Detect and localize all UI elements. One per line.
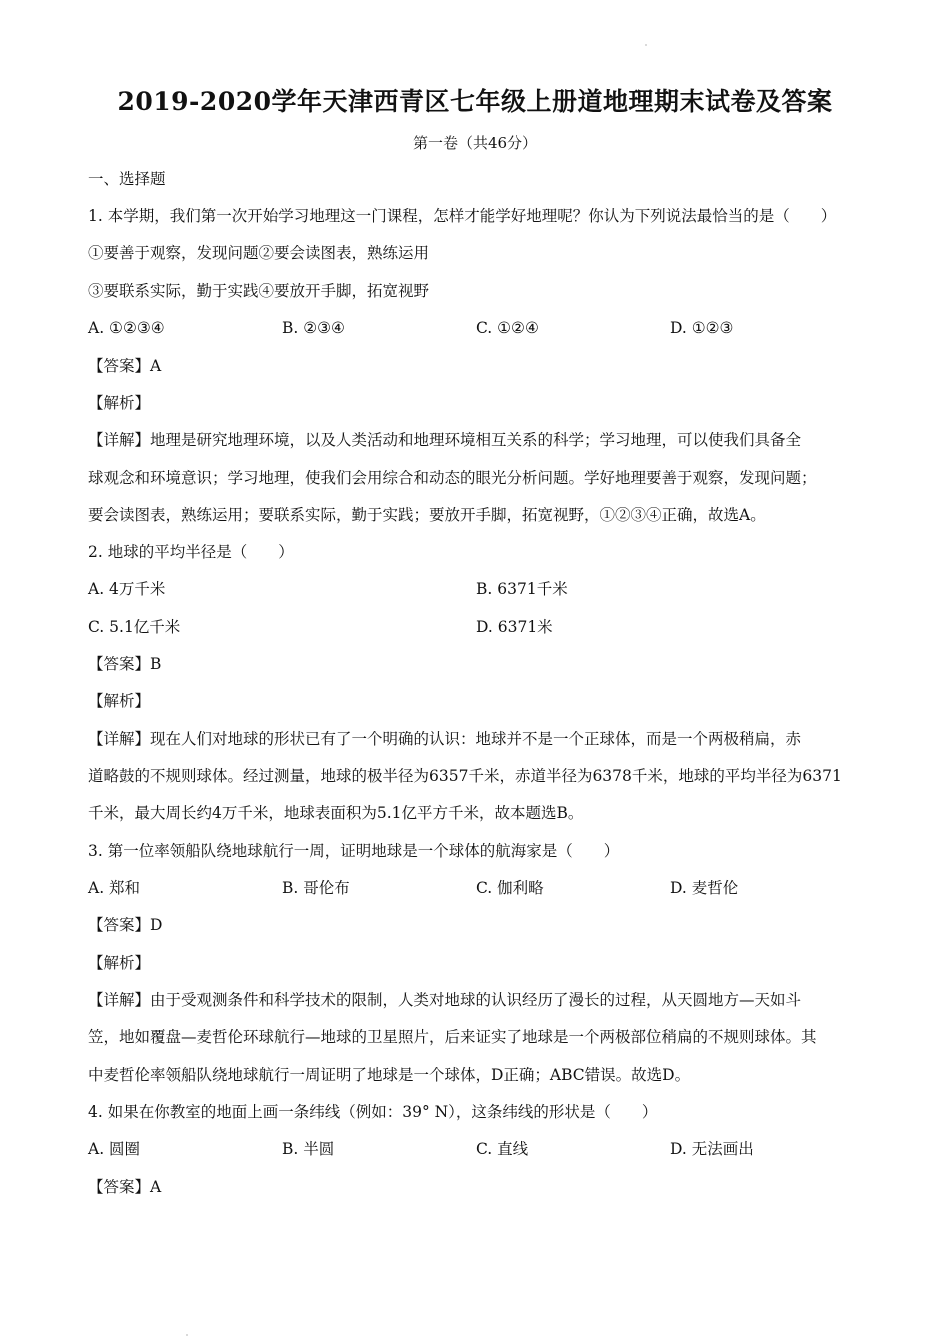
q1-option-c: C. ①②④: [476, 319, 539, 337]
q1-option-a: A. ①②③④: [88, 319, 165, 337]
q2-option-c: C. 5.1亿千米: [88, 618, 181, 636]
q2-detail-line: 道略鼓的不规则球体。经过测量，地球的极半径为6357千米，赤道半径为6378千米，地球的平均半径为6371: [88, 767, 842, 785]
q2-detail-line: 【详解】现在人们对地球的形状已有了一个明确的认识：地球并不是一个正球体，而是一个两极稍扁，赤: [88, 730, 802, 748]
q1-detail-line: 球观念和环境意识；学习地理，使我们会用综合和动态的眼光分析问题。学好地理要善于观察，发现问题；: [88, 469, 817, 487]
section-heading: 一、选择题: [88, 170, 166, 188]
q3-detail-line: 笠，地如覆盘—麦哲伦环球航行—地球的卫星照片，后来证实了地球是一个两极部位稍扁的不规则球体。其: [88, 1028, 817, 1046]
q2-answer: 【答案】B: [88, 655, 162, 673]
q1-option-b: B. ②③④: [282, 319, 345, 337]
q3-option-b: B. 哥伦布: [282, 879, 350, 897]
q1-statement-line: ③要联系实际，勤于实践④要放开手脚，拓宽视野: [88, 282, 430, 300]
q2-analysis-label: 【解析】: [88, 692, 151, 710]
q1-detail-line: 要会读图表，熟练运用；要联系实际，勤于实践；要放开手脚，拓宽视野，①②③④正确，故选A。: [88, 506, 766, 524]
q4-option-d: D. 无法画出: [670, 1140, 754, 1158]
q3-answer: 【答案】D: [88, 916, 163, 934]
q4-stem: 4. 如果在你教室的地面上画一条纬线（例如：39° N），这条纬线的形状是（ ）: [88, 1103, 658, 1121]
q2-stem: 2. 地球的平均半径是（ ）: [88, 543, 294, 561]
q1-stem: 1. 本学期，我们第一次开始学习地理这一门课程，怎样才能学好地理呢？你认为下列说法最恰当的是（ ）: [88, 207, 837, 225]
q1-detail-line: 【详解】地理是研究地理环境，以及人类活动和地理环境相互关系的科学；学习地理，可以使我们具备全: [88, 431, 802, 449]
q2-option-d: D. 6371米: [476, 618, 553, 636]
q2-option-a: A. 4万千米: [88, 580, 166, 598]
q3-detail-line: 中麦哲伦率领船队绕地球航行一周证明了地球是一个球体，D正确；ABC错误。故选D。: [88, 1066, 691, 1084]
q3-option-a: A. 郑和: [88, 879, 141, 897]
q1-option-d: D. ①②③: [670, 319, 734, 337]
q3-option-c: C. 伽利略: [476, 879, 544, 897]
q4-answer: 【答案】A: [88, 1178, 162, 1196]
q3-option-d: D. 麦哲伦: [670, 879, 739, 897]
q2-option-b: B. 6371千米: [476, 580, 568, 598]
q4-option-b: B. 半圆: [282, 1140, 335, 1158]
q3-stem: 3. 第一位率领船队绕地球航行一周，证明地球是一个球体的航海家是（ ）: [88, 842, 620, 860]
scan-speck: [645, 44, 647, 46]
q4-option-a: A. 圆圈: [88, 1140, 141, 1158]
q3-analysis-label: 【解析】: [88, 954, 151, 972]
q3-detail-line: 【详解】由于受观测条件和科学技术的限制，人类对地球的认识经历了漫长的过程，从天圆地方—天如斗: [88, 991, 802, 1009]
q1-answer: 【答案】A: [88, 357, 162, 375]
scan-speck: [186, 1334, 188, 1336]
q2-detail-line: 千米，最大周长约4万千米，地球表面积为5.1亿平方千米，故本题选B。: [88, 804, 584, 822]
page-subtitle: 第一卷（共46分）: [412, 134, 538, 152]
q4-option-c: C. 直线: [476, 1140, 529, 1158]
page-title: 2019-2020学年天津西青区七年级上册道地理期末试卷及答案: [117, 87, 833, 116]
q1-statement-line: ①要善于观察，发现问题②要会读图表，熟练运用: [88, 244, 430, 262]
q1-analysis-label: 【解析】: [88, 394, 151, 412]
